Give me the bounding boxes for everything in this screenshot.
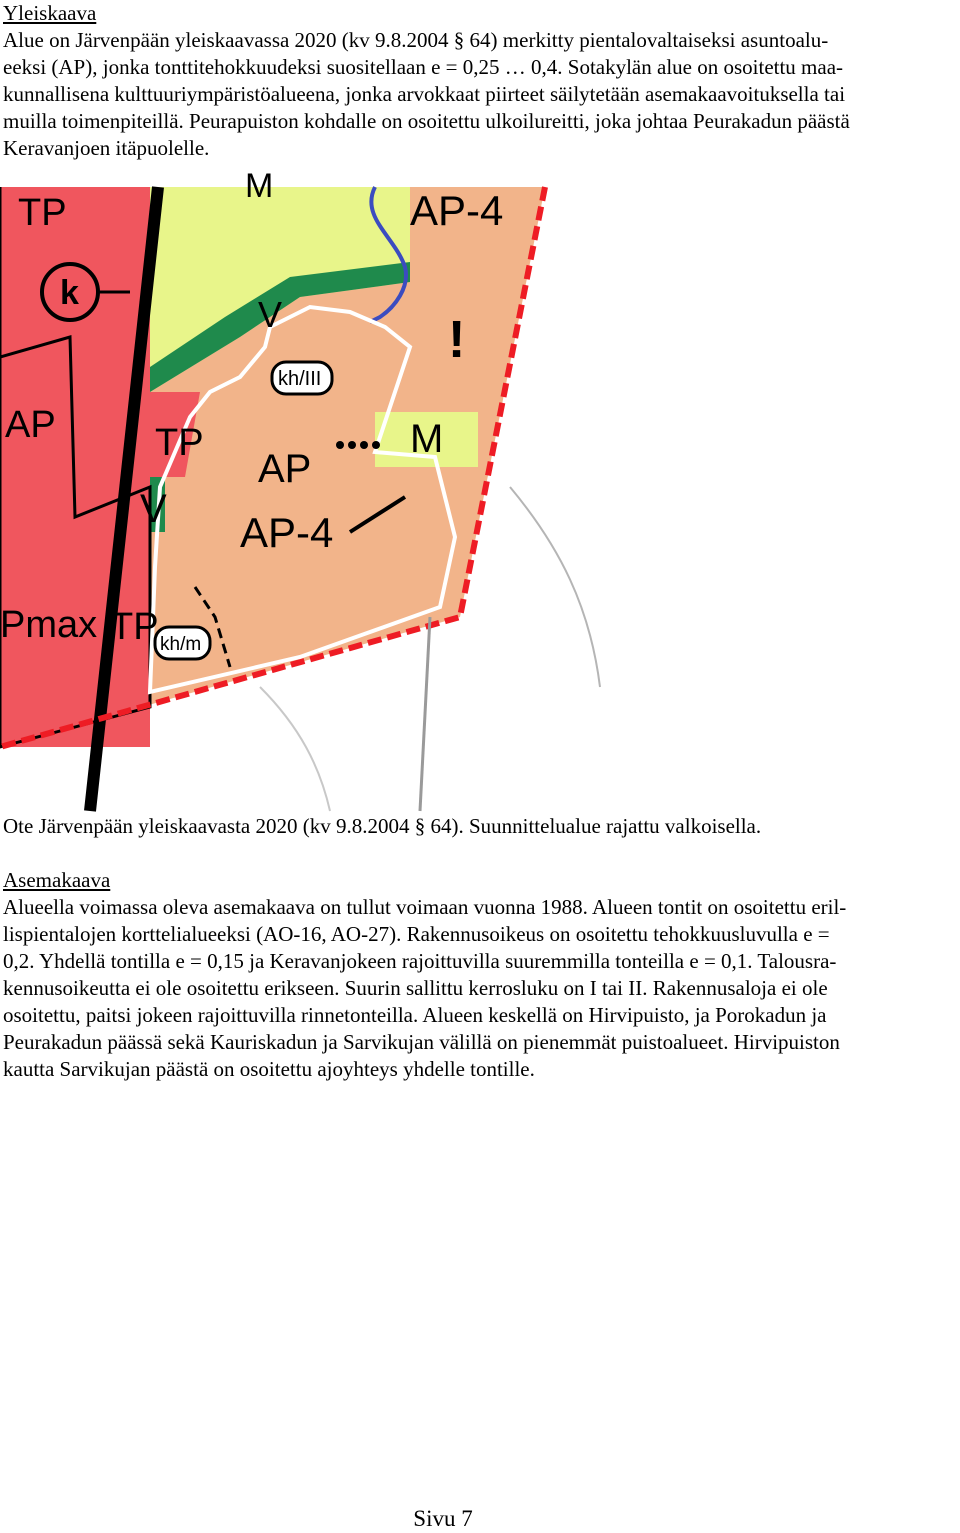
paragraph-line: Keravanjoen itäpuolelle. bbox=[3, 136, 210, 160]
paragraph-line: Peurakadun päässä sekä Kauriskadun ja Sarvikujan välillä on pienemmät puistoalueet. Hirvipuiston bbox=[3, 1030, 840, 1054]
map-label-ap4-top: AP-4 bbox=[410, 187, 504, 234]
map-label-kh-iii: kh/III bbox=[278, 368, 322, 390]
map-label-kh-m: kh/m bbox=[160, 634, 202, 655]
map-svg bbox=[0, 167, 626, 811]
route-dot bbox=[336, 441, 344, 449]
map-label-m-top: M bbox=[245, 167, 274, 205]
map-label-tp-mid: TP bbox=[155, 422, 204, 464]
paragraph-line: eeksi (AP), jonka tonttitehokkuudeksi suositellaan e = 0,25 … 0,4. Sotakylän alue on osoitettu maa- bbox=[3, 55, 844, 79]
paragraph-line: 0,2. Yhdellä tontilla e = 0,15 ja Keravanjokeen rajoittuvilla suuremmilla tonteilla e = 0,1. Talousra- bbox=[3, 949, 837, 973]
general-plan-map bbox=[0, 167, 626, 811]
map-label-pmax: Pmax bbox=[0, 604, 98, 646]
paragraph-line: kunnallisena kulttuuriympäristöalueena, jonka arvokkaat piirteet säilytetään asemakaavoituksella tai bbox=[3, 82, 846, 106]
map-label-ap-left: AP bbox=[5, 404, 56, 446]
paragraph-line: kennusoikeutta ei ole osoitettu erikseen. Suurin sallittu kerrosluku on I tai II. Rakennusaloja ei ole bbox=[3, 976, 828, 1000]
paragraph-line: osoitettu, paitsi jokeen rajoittuvilla rinnetonteilla. Alueen keskellä on Hirvipuisto, ja Porokadun ja bbox=[3, 1003, 827, 1027]
page-number: Sivu 7 bbox=[413, 1506, 473, 1531]
section-heading-yleiskaava: Yleiskaava bbox=[3, 1, 97, 25]
map-label-k: k bbox=[60, 274, 79, 312]
paragraph-line: Alue on Järvenpään yleiskaavassa 2020 (kv 9.8.2004 § 64) merkitty pientalovaltaiseksi asuntoalu- bbox=[3, 28, 829, 52]
map-caption: Ote Järvenpään yleiskaavasta 2020 (kv 9.8.2004 § 64). Suunnittelualue rajattu valkoisella. bbox=[3, 814, 762, 838]
map-label-tp-top: TP bbox=[18, 192, 67, 234]
map-label-v-mid: V bbox=[140, 487, 167, 531]
paragraph-line: kautta Sarvikujan päästä on osoitettu ajoyhteys yhdelle tontille. bbox=[3, 1057, 535, 1081]
map-label-ap4-center: AP-4 bbox=[240, 509, 334, 556]
route-dot bbox=[360, 441, 368, 449]
paragraph-line: lispientalojen korttelialueeksi (AO-16, AO-27). Rakennusoikeus on osoitettu tehokkuusluvulla e = bbox=[3, 922, 830, 946]
map-label-exclamation: ! bbox=[448, 311, 466, 369]
paragraph-line: Alueella voimassa oleva asemakaava on tullut voimaan vuonna 1988. Alueen tontit on osoitettu eril- bbox=[3, 895, 847, 919]
paragraph-yleiskaava bbox=[3, 27, 959, 162]
route-dot bbox=[372, 441, 380, 449]
section-heading-asemakaava: Asemakaava bbox=[3, 868, 111, 892]
map-label-m-mid: M bbox=[410, 417, 444, 461]
paragraph-asemakaava bbox=[3, 894, 959, 1083]
map-label-v-top: V bbox=[258, 294, 283, 335]
paragraph-line: muilla toimenpiteillä. Peurapuiston kohdalle on osoitettu ulkoilureitti, joka johtaa Peurakadun päästä bbox=[3, 109, 850, 133]
map-label-ap-center: AP bbox=[258, 447, 312, 491]
route-dot bbox=[348, 441, 356, 449]
map-label-tp-bottom: TP bbox=[110, 606, 159, 648]
